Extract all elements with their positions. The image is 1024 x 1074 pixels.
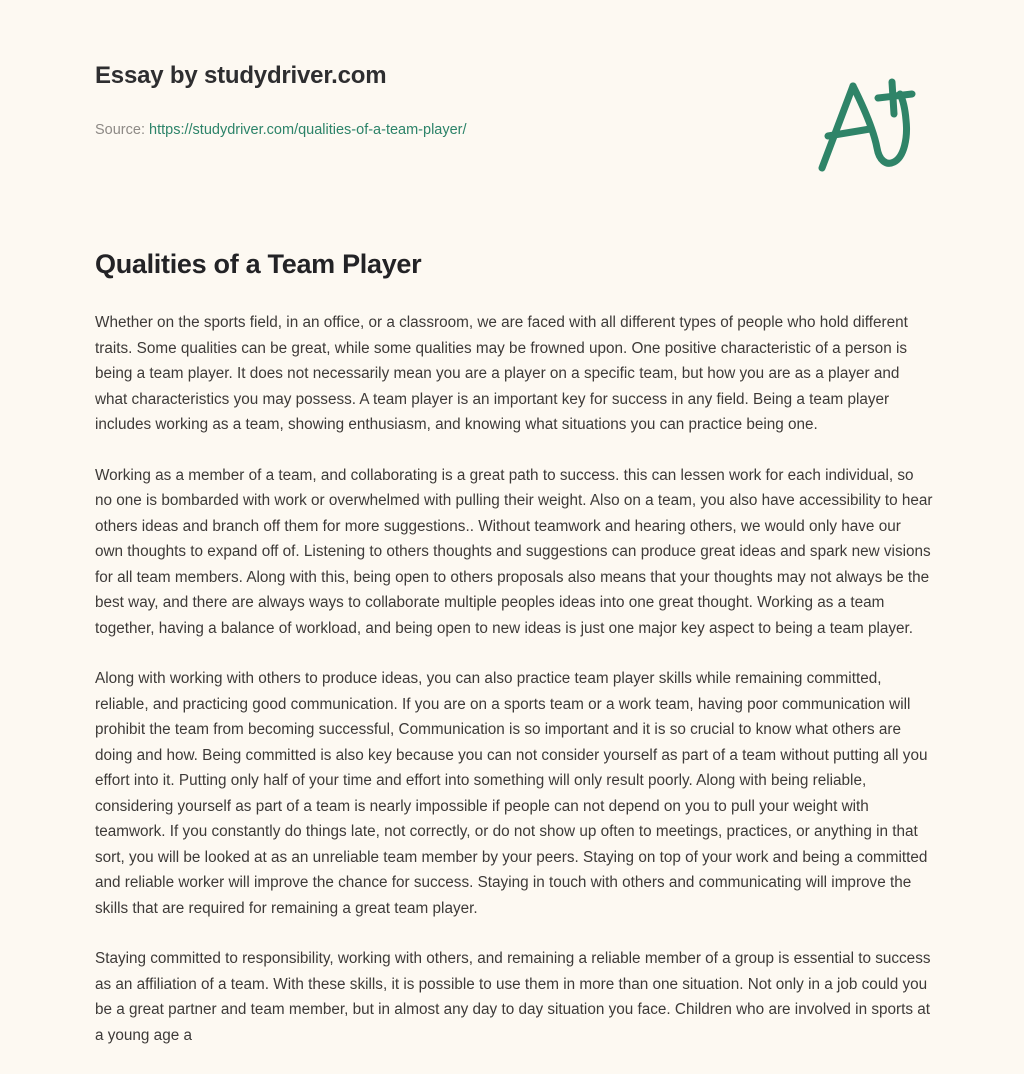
article-body <box>95 310 933 1048</box>
article-container <box>95 248 933 1048</box>
document-header <box>0 0 1024 200</box>
source-line <box>95 122 467 138</box>
a-plus-logo-icon <box>812 72 922 176</box>
essay-attribution: Essay by studydriver.com <box>95 62 387 89</box>
article-paragraph: Along with working with others to produce ideas, you can also practice team player skills while remaining committed, reliable, and practicing good communication. If you are on a sports team or a work team, having poor communication will prohibit the team from becoming successful, Communication is so important and it is so crucial to know what others are doing and how. Being committed is also key because you can not consider yourself as part of a team without putting all you effort into it. Putting only half of your time and effort into something will only result poorly. Along with being reliable, considering yourself as part of a team is nearly impossible if people can not depend on you to pull your weight with teamwork. If you constantly do things late, not correctly, or do not show up often to meetings, practices, or anything in that sort, you will be looked at as an unreliable team member by your peers. Staying on top of your work and being a committed and reliable worker will improve the chance for success. Staying in touch with others and communicating will improve the skills that are required for remaining a great team player. <box>95 670 928 917</box>
article-paragraph: Staying committed to responsibility, working with others, and remaining a reliable member of a group is essential to success as an affiliation of a team. With these skills, it is possible to use them in more than one situation. Not only in a job could you be a great partner and team member, but in almost any day to day situation you face. Children who are involved in sports at a young age a <box>95 950 931 1044</box>
article-paragraph: Whether on the sports field, in an office, or a classroom, we are faced with all different types of people who hold different traits. Some qualities can be great, while some qualities may be frowned upon. One positive characteristic of a person is being a team player. It does not necessarily mean you are a player on a specific team, but how you are as a player and what characteristics you may possess. A team player is an important key for success in any field. Being a team player includes working as a team, showing enthusiasm, and knowing what situations you can practice being one. <box>95 314 908 434</box>
page-title: Qualities of a Team Player <box>95 249 422 279</box>
source-url-link[interactable]: https://studydriver.com/qualities-of-a-team-player/ <box>149 122 467 138</box>
article-paragraph: Working as a member of a team, and collaborating is a great path to success. this can lessen work for each individual, so no one is bombarded with work or overwhelmed with pulling their weight. Also on a team, you also have accessibility to hear others ideas and branch off them for more suggestions.. Without teamwork and hearing others, we would only have our own thoughts to expand off of. Listening to others thoughts and suggestions can produce great ideas and spark new visions for all team members. Along with this, being open to others proposals also means that your thoughts may not always be the best way, and there are always ways to collaborate multiple peoples ideas into one great thought. Working as a team together, having a balance of workload, and being open to new ideas is just one major key aspect to being a team player. <box>95 466 933 637</box>
source-label: Source: <box>95 122 145 138</box>
